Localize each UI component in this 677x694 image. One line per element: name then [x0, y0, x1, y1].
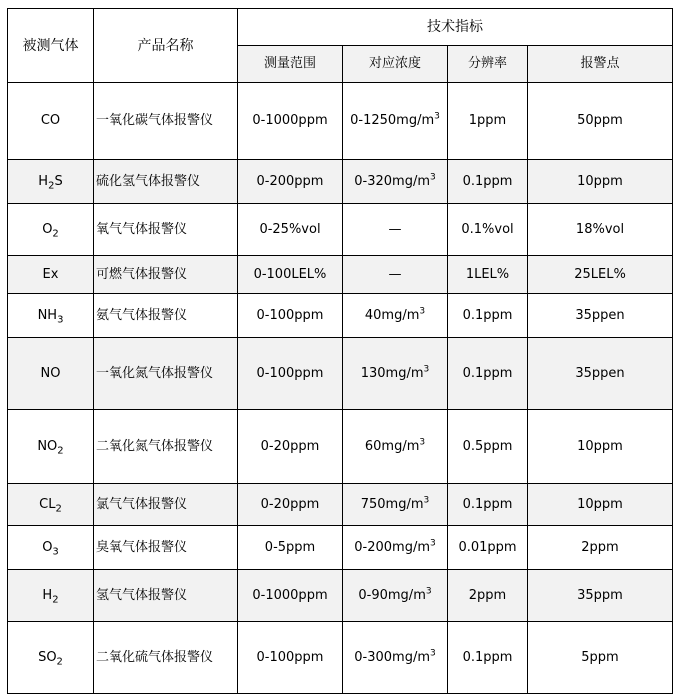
cell-product: 一氧化氮气体报警仪 — [94, 338, 238, 410]
cell-concentration: — — [343, 256, 448, 294]
table-row — [8, 338, 673, 410]
cell-resolution: 1LEL% — [448, 256, 528, 294]
cell-range: 0-5ppm — [238, 526, 343, 570]
cell-alarm: 5ppm — [528, 622, 673, 694]
cell-concentration: — — [343, 204, 448, 256]
cell-gas: $H_2S$ — [8, 160, 94, 204]
header-range: 测量范围 — [238, 46, 343, 83]
cell-gas: $H_2$ — [8, 570, 94, 622]
cell-gas: NO — [8, 338, 94, 410]
cell-range: 0-25%vol — [238, 204, 343, 256]
gas-detector-spec-table — [7, 8, 673, 694]
cell-alarm: 10ppm — [528, 410, 673, 484]
cell-resolution: 0.1ppm — [448, 294, 528, 338]
cell-alarm: 35ppen — [528, 294, 673, 338]
cell-alarm: 10ppm — [528, 484, 673, 526]
cell-product: 氢气气体报警仪 — [94, 570, 238, 622]
header-gas: 被测气体 — [8, 9, 94, 83]
cell-resolution: 0.1%vol — [448, 204, 528, 256]
header-product: 产品名称 — [94, 9, 238, 83]
cell-gas: Ex — [8, 256, 94, 294]
cell-gas: $SO_2$ — [8, 622, 94, 694]
cell-resolution: 0.5ppm — [448, 410, 528, 484]
cell-alarm: 35ppen — [528, 338, 673, 410]
cell-alarm: 2ppm — [528, 526, 673, 570]
cell-alarm: 25LEL% — [528, 256, 673, 294]
cell-alarm: 35ppm — [528, 570, 673, 622]
cell-product: 可燃气体报警仪 — [94, 256, 238, 294]
cell-range: 0-20ppm — [238, 410, 343, 484]
cell-concentration: $60mg/m^3$ — [343, 410, 448, 484]
cell-gas: CO — [8, 83, 94, 160]
table-row — [8, 622, 673, 694]
cell-product: 一氧化碳气体报警仪 — [94, 83, 238, 160]
cell-product: 氨气气体报警仪 — [94, 294, 238, 338]
cell-range: 0-100ppm — [238, 622, 343, 694]
cell-concentration: $0-200mg/m^3$ — [343, 526, 448, 570]
cell-range: 0-100ppm — [238, 294, 343, 338]
cell-product: 氧气气体报警仪 — [94, 204, 238, 256]
header-tech: 技术指标 — [238, 9, 673, 46]
cell-gas: $CL_2$ — [8, 484, 94, 526]
cell-range: 0-1000ppm — [238, 570, 343, 622]
cell-range: 0-100ppm — [238, 338, 343, 410]
table-row — [8, 410, 673, 484]
cell-concentration: $0-300mg/m^3$ — [343, 622, 448, 694]
header-conc: 对应浓度 — [343, 46, 448, 83]
cell-product: 氯气气体报警仪 — [94, 484, 238, 526]
table-row — [8, 160, 673, 204]
table-row — [8, 570, 673, 622]
cell-product: 二氧化氮气体报警仪 — [94, 410, 238, 484]
table-row — [8, 204, 673, 256]
cell-alarm: 50ppm — [528, 83, 673, 160]
table-row — [8, 294, 673, 338]
cell-product: 二氧化硫气体报警仪 — [94, 622, 238, 694]
cell-gas: $NO_2$ — [8, 410, 94, 484]
header-resolution: 分辨率 — [448, 46, 528, 83]
table-row — [8, 83, 673, 160]
cell-product: 臭氧气体报警仪 — [94, 526, 238, 570]
cell-range: 0-200ppm — [238, 160, 343, 204]
cell-resolution: 0.01ppm — [448, 526, 528, 570]
cell-resolution: 1ppm — [448, 83, 528, 160]
cell-range: 0-20ppm — [238, 484, 343, 526]
cell-concentration: $0-1250mg/m^3$ — [343, 83, 448, 160]
table-row — [8, 484, 673, 526]
cell-range: 0-1000ppm — [238, 83, 343, 160]
cell-alarm: 18%vol — [528, 204, 673, 256]
table-body — [8, 83, 673, 694]
cell-concentration: $0-320mg/m^3$ — [343, 160, 448, 204]
table-row — [8, 256, 673, 294]
cell-alarm: 10ppm — [528, 160, 673, 204]
cell-resolution: 0.1ppm — [448, 160, 528, 204]
cell-product: 硫化氢气体报警仪 — [94, 160, 238, 204]
cell-range: 0-100LEL% — [238, 256, 343, 294]
cell-gas: $O_2$ — [8, 204, 94, 256]
cell-resolution: 0.1ppm — [448, 484, 528, 526]
table-row — [8, 526, 673, 570]
cell-gas: $NH_3$ — [8, 294, 94, 338]
cell-resolution: 2ppm — [448, 570, 528, 622]
cell-concentration: $130mg/m^3$ — [343, 338, 448, 410]
header-alarm: 报警点 — [528, 46, 673, 83]
cell-concentration: $750mg/m^3$ — [343, 484, 448, 526]
cell-concentration: $40mg/m^3$ — [343, 294, 448, 338]
cell-resolution: 0.1ppm — [448, 338, 528, 410]
cell-resolution: 0.1ppm — [448, 622, 528, 694]
cell-concentration: $0-90mg/m^3$ — [343, 570, 448, 622]
cell-gas: $O_3$ — [8, 526, 94, 570]
